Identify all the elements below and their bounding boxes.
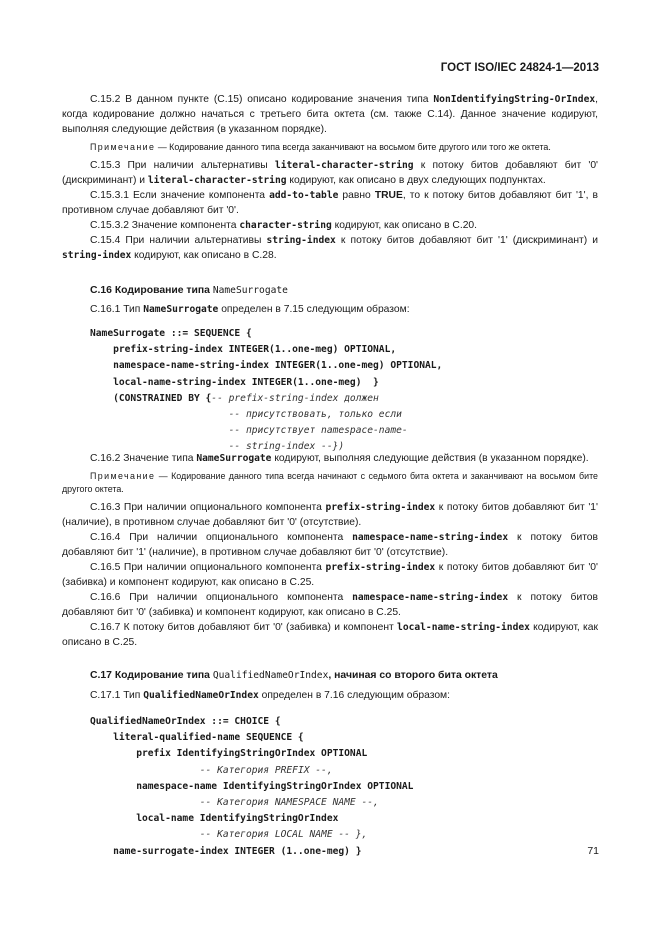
code-comment: -- Категория NAMESPACE NAME --,: [199, 796, 379, 808]
code-comment: -- Категория LOCAL NAME -- },: [199, 829, 368, 841]
paragraph-c16-1-block: [62, 302, 598, 317]
code-line: [90, 326, 442, 342]
code-text: QualifiedNameOrIndex ::= CHOICE {: [90, 716, 281, 727]
code-line: [90, 730, 413, 746]
document-header: ГОСТ ISO/IEC 24824-1—2013: [440, 62, 599, 74]
code-comment: -- string-index --}): [211, 441, 345, 453]
code-block-qualifiednameorindex: [90, 714, 413, 860]
paragraph-c16-2: C.16.2 Значение типа NameSurrogate кодируют, выполняя следующие действия (в указанном порядке).: [90, 453, 589, 464]
code-line: [90, 811, 413, 827]
section-c15-body: [62, 92, 598, 263]
paragraph-c15-2: C.15.2 В данном пункте (C.15) описано кодирование значения типа NonIdentifyingString-OrIndex, когда кодирование должно начаться с третьего бита октета (см. также C.14). Данное значение кодируют, выполняя следующие действия (в указанном порядке).: [62, 94, 598, 135]
paragraph-c15-3-2: C.15.3.2 Значение компонента character-string кодируют, как описано в C.20.: [90, 220, 478, 231]
code-block-namesurrogate: [90, 326, 442, 456]
code-text: NameSurrogate ::= SEQUENCE {: [90, 328, 252, 339]
code-text: literal-qualified-name SEQUENCE {: [90, 732, 304, 744]
paragraph-c15-3: C.15.3 При наличии альтернативы literal-character-string к потоку битов добавляют бит '0' (дискриминант) и literal-character-string кодируют, как описано в двух следующих подпунктах.: [62, 160, 599, 186]
paragraph-c16-4: C.16.4 При наличии опционального компонента namespace-name-string-index к потоку битов добавляют бит '1' (наличие), в противном случае добавляют бит '0' (отсутствие).: [62, 532, 598, 558]
code-line: [90, 358, 442, 374]
code-text: [90, 797, 200, 808]
code-comment: -- присутствовать, только если: [211, 408, 402, 420]
paragraph-c16-1: C.16.1 Тип NameSurrogate определен в 7.15 следующим образом:: [90, 304, 410, 315]
code-comment: -- prefix-string-index должен: [211, 392, 379, 404]
paragraph-c15-3-1: C.15.3.1 Если значение компонента add-to-table равно TRUE, то к потоку битов добавляют бит '1', в противном случае добавляют бит '0'.: [62, 190, 598, 216]
note-c15: Примечание — Кодирование данного типа всегда заканчивают на восьмом бите другого или того же октета.: [90, 142, 551, 152]
code-text: [90, 409, 211, 420]
code-line: [90, 342, 442, 358]
code-text: (CONSTRAINED BY {: [90, 392, 212, 404]
heading-c16: C.16 Кодирование типа NameSurrogate: [90, 285, 288, 296]
code-line: [90, 779, 413, 795]
code-line: [90, 844, 413, 860]
section-c16-body: [62, 451, 598, 650]
code-text: namespace-name IdentifyingStringOrIndex OPTIONAL: [90, 780, 414, 792]
code-comment: -- Категория PREFIX --,: [199, 764, 333, 776]
page-number: 71: [587, 845, 599, 857]
code-line: [90, 827, 413, 843]
code-line: [90, 391, 442, 407]
paragraph-c16-3: C.16.3 При наличии опционального компонента prefix-string-index к потоку битов добавляют бит '1' (наличие), в противном случае добавляют бит '0' (отсутствие).: [62, 502, 598, 528]
note-c16: Примечание — Кодирование данного типа всегда начинают с седьмого бита октета и заканчивают на восьмом бите другого октета.: [62, 471, 598, 494]
code-text: [90, 829, 200, 840]
paragraph-c17-1-block: [62, 688, 598, 703]
code-text: namespace-name-string-index INTEGER(1..one-meg) OPTIONAL,: [90, 360, 443, 372]
paragraph-c15-4: C.15.4 При наличии альтернативы string-index к потоку битов добавляют бит '1' (дискриминант) и string-index кодируют, как описано в C.28.: [62, 235, 598, 261]
paragraph-c16-7: C.16.7 К потоку битов добавляют бит '0' (забивка) и компонент local-name-string-index кодируют, как описано в C.25.: [62, 622, 598, 648]
code-text: [90, 425, 211, 436]
code-line: [90, 375, 442, 391]
code-text: local-name IdentifyingStringOrIndex: [90, 813, 339, 825]
code-text: [90, 765, 200, 776]
paragraph-c17-1: C.17.1 Тип QualifiedNameOrIndex определен в 7.16 следующим образом:: [90, 690, 450, 701]
code-text: prefix-string-index INTEGER(1..one-meg) OPTIONAL,: [90, 344, 397, 356]
code-line: [90, 423, 442, 439]
code-line: [90, 407, 442, 423]
code-line: [90, 763, 413, 779]
paragraph-c16-5: C.16.5 При наличии опционального компонента prefix-string-index к потоку битов добавляют бит '0' (забивка) и компонент кодируют, как описано в C.25.: [62, 562, 598, 588]
code-comment: -- присутствует namespace-name-: [211, 425, 408, 437]
code-text: prefix IdentifyingStringOrIndex OPTIONAL: [90, 748, 368, 760]
heading-c17: C.17 Кодирование типа QualifiedNameOrIndex, начиная со второго бита октета: [90, 670, 498, 681]
code-line: [90, 746, 413, 762]
code-line: [90, 714, 413, 730]
paragraph-c16-6: C.16.6 При наличии опционального компонента namespace-name-string-index к потоку битов добавляют бит '0' (забивка) и компонент кодируют, как описано в C.25.: [62, 592, 598, 618]
code-line: [90, 795, 413, 811]
code-text: name-surrogate-index INTEGER (1..one-meg) }: [90, 845, 362, 857]
code-text: local-name-string-index INTEGER(1..one-meg) }: [90, 376, 379, 388]
